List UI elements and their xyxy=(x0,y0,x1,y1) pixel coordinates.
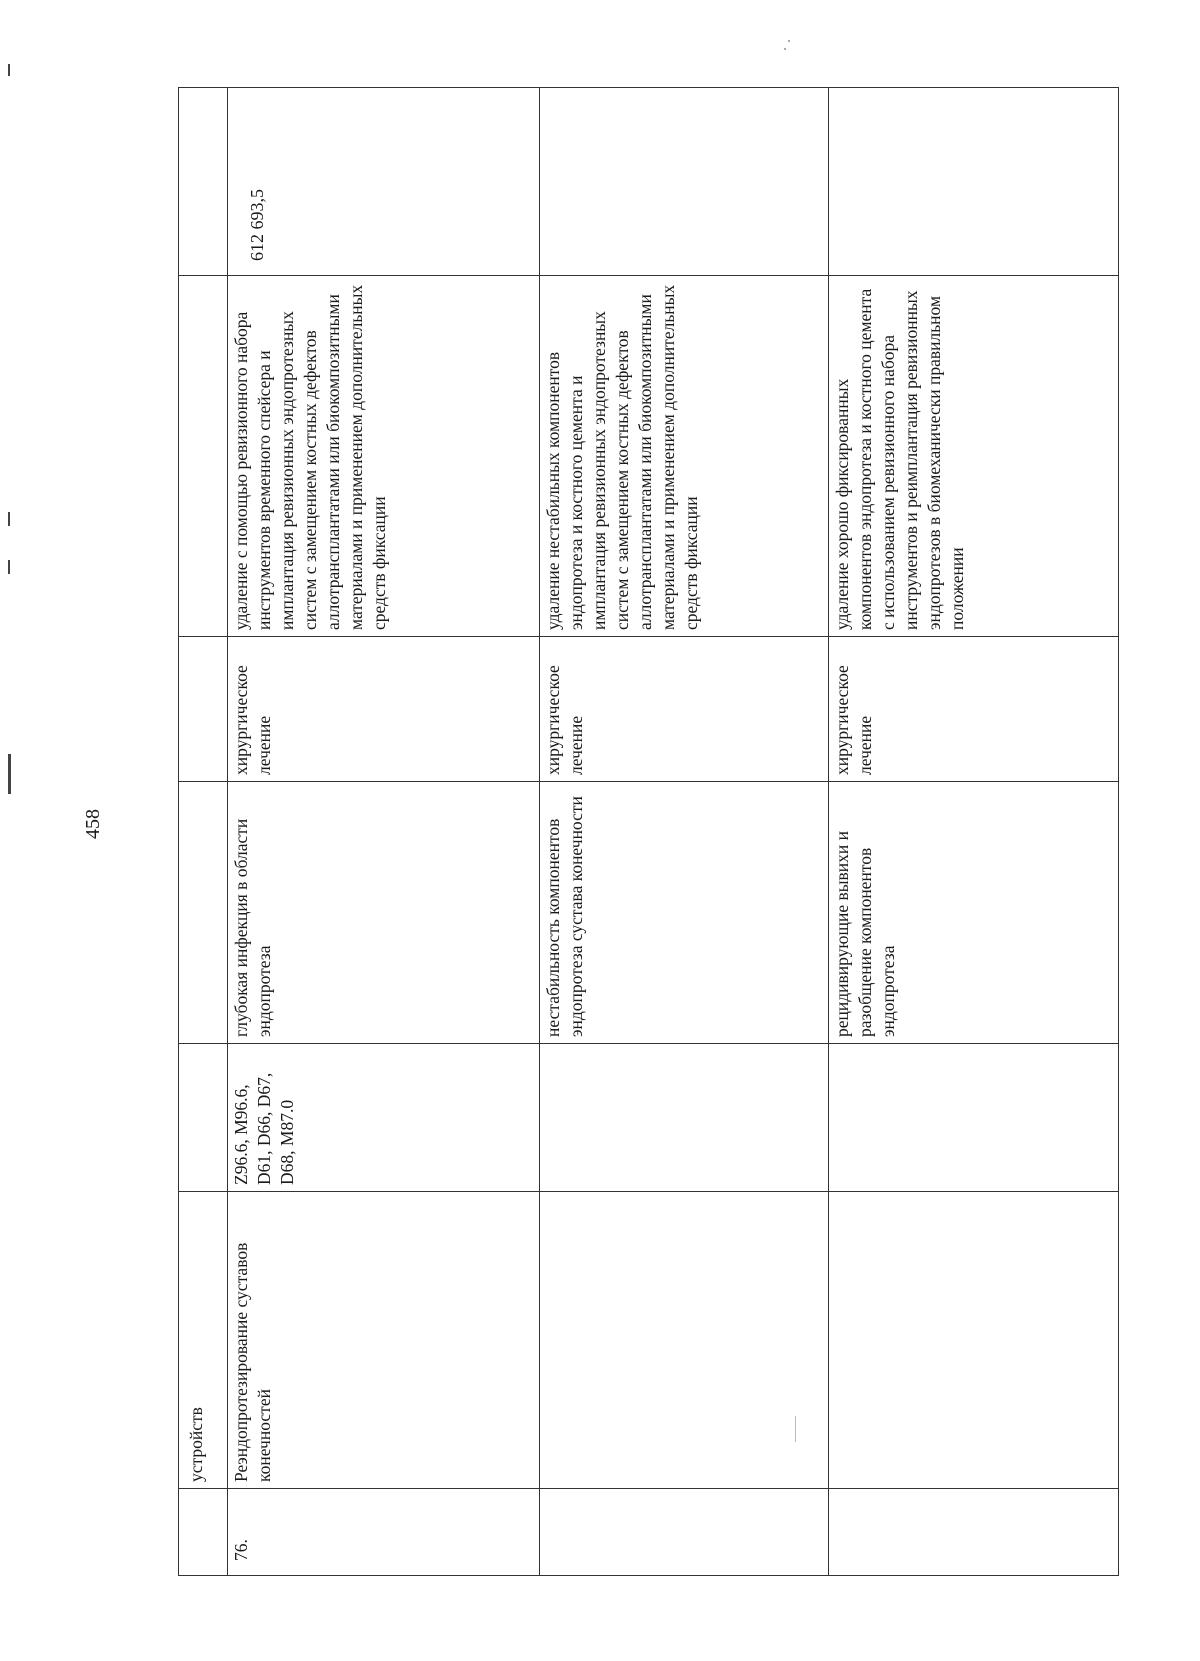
row-number-cell xyxy=(540,1489,829,1576)
condition-cell: нестабильность компонентов эндопротеза сустава конечности xyxy=(540,782,829,1044)
procedures-table xyxy=(178,87,1119,1576)
scan-artifact-dot xyxy=(784,48,786,50)
scan-artifact-mark xyxy=(8,754,11,794)
method-cell: удаление нестабильных компонентов эндопротеза и костного цемента и имплантация ревизионных эндопротезных систем с замещением костных дефектов аллотрансплантатами или биокомпозитными материалами и применением дополнительных средств фиксации xyxy=(540,276,829,637)
condition-cell: глубокая инфекция в области эндопротеза xyxy=(228,782,540,1044)
table-row xyxy=(829,88,1119,1576)
cost-cell xyxy=(540,88,829,276)
table-cell xyxy=(179,1044,228,1192)
scan-artifact-mark xyxy=(8,64,10,76)
table-row xyxy=(228,88,540,1576)
cost-cell: 612 693,5 xyxy=(228,88,540,276)
row-number-cell: 76. xyxy=(228,1489,540,1576)
table-cell: устройств xyxy=(179,1192,228,1489)
cost-cell xyxy=(829,88,1119,276)
treatment-type-cell: хирургическое лечение xyxy=(228,637,540,782)
method-cell: удаление с помощью ревизионного набора инструментов временного спейсера и имплантация ревизионных эндопротезных систем с замещением костных дефектов аллотрансплантатами или биокомпозитными материалами и применением дополнительных средств фиксации xyxy=(228,276,540,637)
scan-artifact-mark xyxy=(8,560,10,574)
diagnosis-codes-cell: Z96.6, M96.6, D61, D66, D67, D68, M87.0 xyxy=(228,1044,540,1192)
diagnosis-codes-cell xyxy=(540,1044,829,1192)
method-cell: удаление хорошо фиксированных компонентов эндопротеза и костного цемента с использованием ревизионного набора инструментов и реимплантация ревизионных эндопротезов в биомеханически правильном положении xyxy=(829,276,1119,637)
table-cell xyxy=(179,276,228,637)
condition-cell: рецидивирующие вывихи и разобщение компонентов эндопротеза xyxy=(829,782,1119,1044)
treatment-type-cell: хирургическое лечение xyxy=(829,637,1119,782)
table-cell xyxy=(179,637,228,782)
scan-artifact-dot xyxy=(788,40,790,42)
procedure-name-cell xyxy=(829,1192,1119,1489)
table-cell xyxy=(179,782,228,1044)
procedures-table-container xyxy=(178,88,1088,1576)
row-number-cell xyxy=(829,1489,1119,1576)
table-row xyxy=(179,88,228,1576)
page-number: 458 xyxy=(82,809,104,839)
table-cell xyxy=(179,88,228,276)
diagnosis-codes-cell xyxy=(829,1044,1119,1192)
scan-artifact-mark xyxy=(8,512,10,526)
treatment-type-cell: хирургическое лечение xyxy=(540,637,829,782)
table-row xyxy=(540,88,829,1576)
procedure-name-cell: Реэндопротезирование суставов конечностей xyxy=(228,1192,540,1489)
procedure-name-cell xyxy=(540,1192,829,1489)
table-cell xyxy=(179,1489,228,1576)
